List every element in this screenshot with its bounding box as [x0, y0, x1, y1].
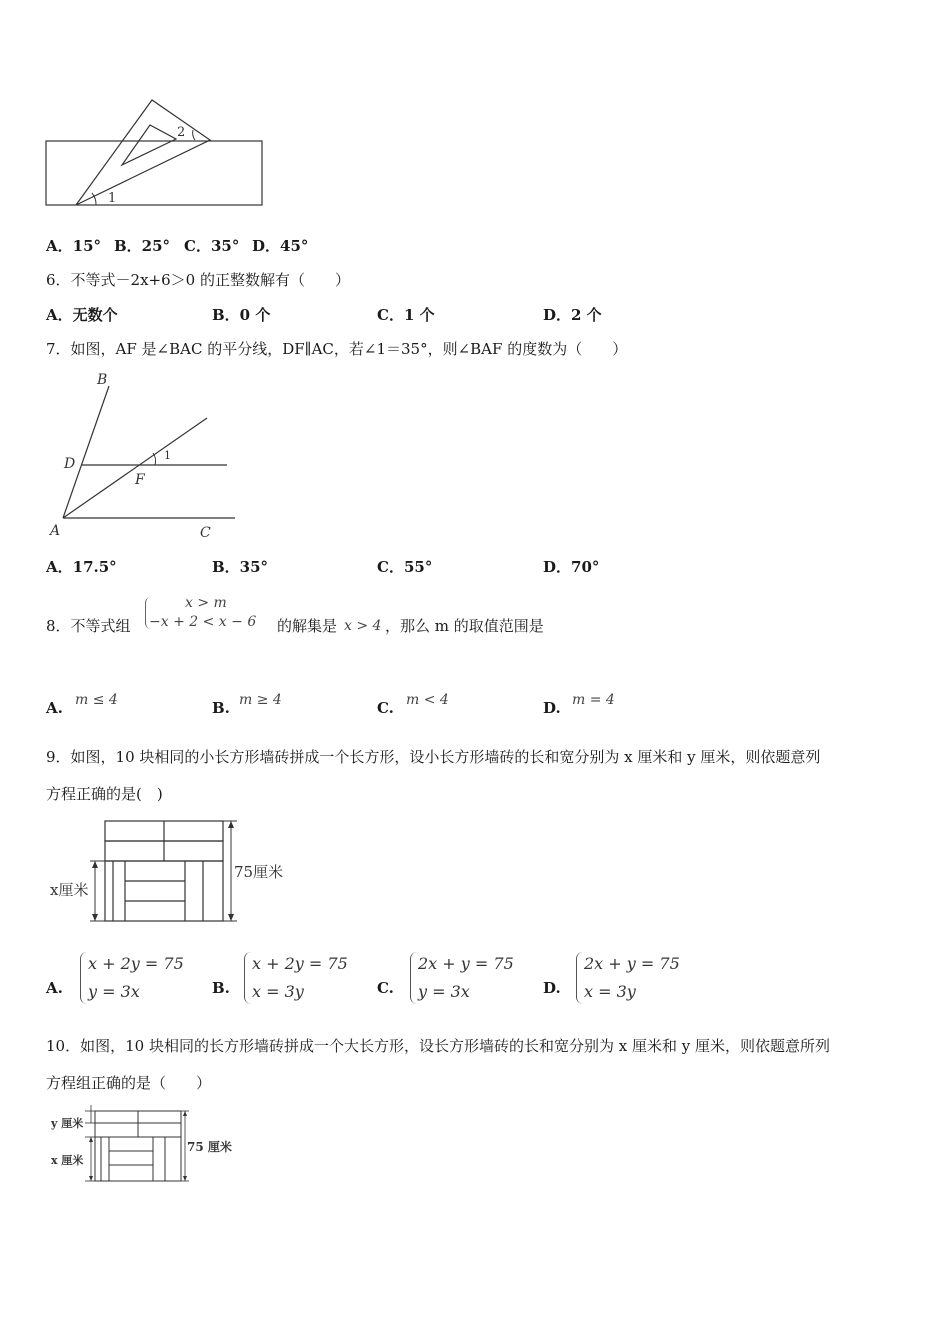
q8-option-d-letter: D. [543, 699, 561, 717]
q8-prefix: 8．不等式组 [46, 617, 131, 635]
q5-option-c: C．35° [184, 237, 240, 255]
q9-left-label: x厘米 [50, 881, 89, 899]
q7-label-a: A [50, 523, 61, 539]
q9-option-b-system [244, 952, 354, 1006]
q9-option-d-system [576, 952, 686, 1006]
q5-option-d: D．45° [252, 237, 309, 255]
q8-option-c-value: m < 4 [406, 692, 449, 708]
q5-ruler-rect [46, 141, 262, 205]
q7-label-d: D [64, 456, 76, 472]
q9-figure [45, 815, 295, 930]
q7-line-ab [63, 386, 109, 518]
q8-option-b-letter: B. [212, 699, 230, 717]
q5-option-b: B．25° [114, 237, 171, 255]
q7-option-c: C．55° [377, 558, 433, 576]
q8-middle: 的解集是 [277, 617, 338, 635]
q5-angle-arc-2 [193, 130, 195, 140]
q8-solution: x > 4 [344, 618, 382, 634]
q8-system [145, 595, 275, 633]
q9-option-c-eq2: y = 3x [418, 982, 470, 1001]
q10-stem-line1: 10．如图，10 块相同的长方形墙砖拼成一个大长方形，设长方形墙砖的长和宽分别为 x 厘米和 y 厘米，则依题意所列 [46, 1037, 830, 1055]
q6-option-a: A．无数个 [46, 306, 118, 324]
q9-right-label: 75厘米 [234, 863, 284, 881]
q8-system-line2: −x + 2 < x − 6 [149, 614, 257, 630]
q7-line-af [63, 418, 207, 518]
q9-option-c-system [410, 952, 520, 1006]
q5-triangle-outer [76, 100, 210, 205]
q8-system-line1: x > m [185, 595, 227, 611]
q6-option-c: C．1 个 [377, 306, 435, 324]
q10-figure [45, 1103, 245, 1188]
q6-stem: 6．不等式－2x+6＞0 的正整数解有（ ） [46, 271, 350, 289]
q7-label-1: 1 [164, 449, 171, 462]
q8-suffix: ，那么 m 的取值范围是 [385, 617, 544, 635]
q6-option-d: D．2 个 [543, 306, 602, 324]
q7-figure [45, 368, 240, 543]
q5-label-1: 1 [108, 191, 117, 206]
q9-option-c-letter: C. [377, 979, 394, 997]
q7-label-b: B [97, 372, 108, 388]
q8-option-d-value: m = 4 [572, 692, 615, 708]
q7-option-d: D．70° [543, 558, 600, 576]
q5-label-2: 2 [177, 125, 186, 140]
q8-option-b-value: m ≥ 4 [239, 692, 282, 708]
q5-figure [40, 95, 270, 210]
q8-option-a-letter: A. [46, 699, 63, 717]
q9-stem-line1: 9．如图，10 块相同的小长方形墙砖拼成一个长方形，设小长方形墙砖的长和宽分别为 x 厘米和 y 厘米，则依题意列 [46, 748, 821, 766]
q8-option-a-value: m ≤ 4 [75, 692, 118, 708]
q5-angle-arc-1 [92, 193, 96, 205]
q5-option-a: A．15° [46, 237, 102, 255]
q6-option-b: B．0 个 [212, 306, 271, 324]
q7-label-c: C [200, 525, 211, 541]
q9-option-a-letter: A. [46, 979, 63, 997]
q10-right-label: 75 厘米 [187, 1140, 232, 1154]
q7-option-a: A．17.5° [46, 558, 117, 576]
q9-option-d-eq2: x = 3y [584, 982, 636, 1001]
q9-option-b-eq1: x + 2y = 75 [252, 954, 348, 973]
q9-option-b-letter: B. [212, 979, 230, 997]
q9-stem-line2: 方程正确的是( ) [46, 785, 163, 803]
q9-option-a-system [80, 952, 190, 1006]
q9-option-a-eq1: x + 2y = 75 [88, 954, 184, 973]
q9-option-d-eq1: 2x + y = 75 [584, 954, 680, 973]
q10-stem-line2: 方程组正确的是（ ） [46, 1074, 212, 1092]
q8-option-c-letter: C. [377, 699, 394, 717]
q7-label-f: F [135, 472, 145, 488]
q9-option-b-eq2: x = 3y [252, 982, 304, 1001]
q7-stem: 7．如图，AF 是∠BAC 的平分线，DF∥AC，若∠1＝35°，则∠BAF 的度数为（ ） [46, 340, 628, 358]
q10-y-label: y 厘米 [51, 1117, 84, 1130]
q9-option-a-eq2: y = 3x [88, 982, 140, 1001]
q9-option-d-letter: D. [543, 979, 561, 997]
q10-x-label: x 厘米 [51, 1154, 84, 1167]
q7-option-b: B．35° [212, 558, 269, 576]
q9-option-c-eq1: 2x + y = 75 [418, 954, 514, 973]
